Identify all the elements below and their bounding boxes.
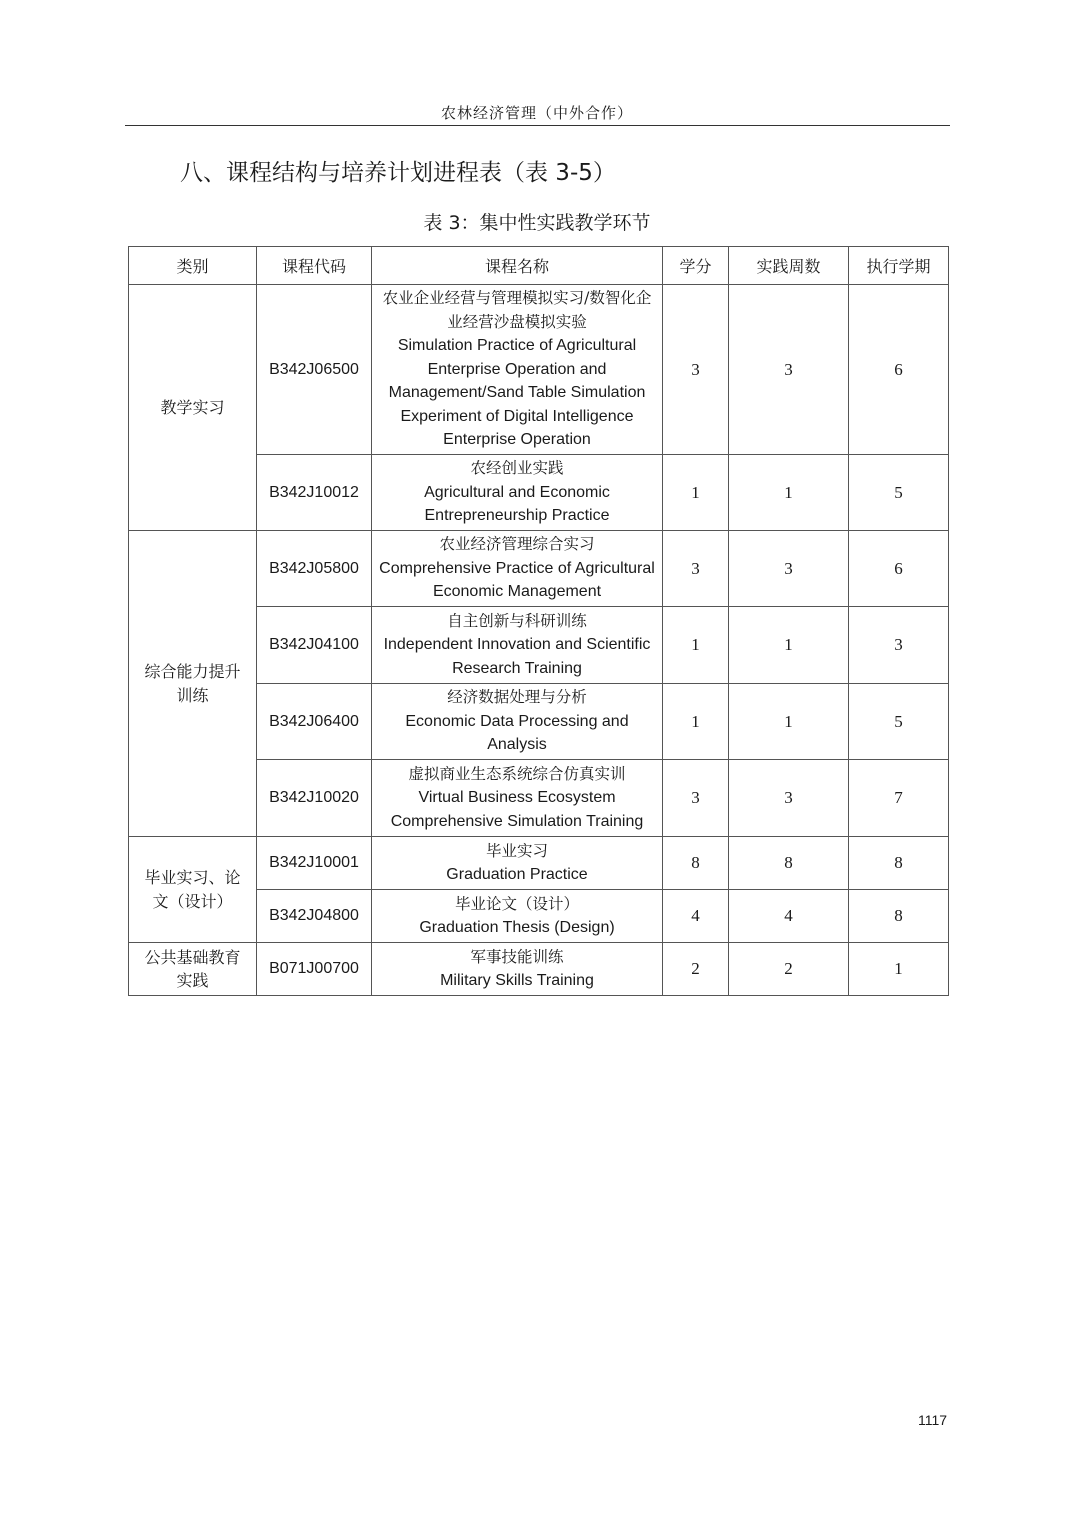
course-name-zh: 毕业实习 — [485, 841, 548, 860]
category-cell — [129, 531, 257, 837]
weeks-cell: 3 — [729, 760, 849, 837]
table-row — [129, 285, 949, 455]
course-name-zh: 军事技能训练 — [470, 947, 564, 966]
course-name-en: Virtual Business Ecosystem Comprehensive Simulation Training — [390, 789, 644, 830]
course-name-zh: 农业企业经营与管理模拟实习/数智化企业经营沙盘模拟实验 — [382, 289, 652, 331]
course-name-cell — [372, 760, 663, 837]
semester-cell: 1 — [849, 943, 949, 996]
semester-cell: 6 — [849, 531, 949, 607]
category-label: 公共基础教育实践 — [144, 947, 241, 990]
column-header-weeks: 实践周数 — [729, 247, 849, 285]
course-name-cell — [372, 837, 663, 890]
semester-cell: 7 — [849, 760, 949, 837]
course-code-cell: B342J04100 — [257, 607, 372, 684]
course-name-zh: 毕业论文（设计） — [454, 894, 579, 913]
credits-cell: 1 — [663, 455, 729, 531]
course-name-en: Simulation Practice of Agricultural Enterprise Operation and Management/Sand Table Simulation Experiment of Digital Intelligence Enterprise Operation — [388, 337, 646, 449]
weeks-cell: 3 — [729, 531, 849, 607]
category-label: 综合能力提升训练 — [144, 662, 241, 705]
weeks-cell: 8 — [729, 837, 849, 890]
weeks-cell: 1 — [729, 455, 849, 531]
table-row — [129, 943, 949, 996]
course-name-cell — [372, 684, 663, 760]
course-name-en: Graduation Thesis (Design) — [419, 919, 615, 936]
category-cell — [129, 943, 257, 996]
table-body — [129, 285, 949, 996]
course-code-cell: B342J10001 — [257, 837, 372, 890]
column-header-code: 课程代码 — [257, 247, 372, 285]
course-name-cell — [372, 455, 663, 531]
course-name-cell — [372, 531, 663, 607]
semester-cell: 5 — [849, 455, 949, 531]
course-name-en: Independent Innovation and Scientific Research Training — [383, 636, 651, 677]
course-name-cell — [372, 607, 663, 684]
credits-cell: 3 — [663, 285, 729, 455]
course-name-zh: 农业经济管理综合实习 — [439, 535, 595, 554]
header-rule — [125, 125, 950, 126]
credits-cell: 1 — [663, 607, 729, 684]
weeks-cell: 1 — [729, 684, 849, 760]
course-name-zh: 经济数据处理与分析 — [447, 688, 587, 707]
credits-cell: 4 — [663, 890, 729, 943]
course-code-cell: B342J05800 — [257, 531, 372, 607]
table-header-row — [129, 247, 949, 285]
credits-cell: 3 — [663, 531, 729, 607]
credits-cell: 1 — [663, 684, 729, 760]
category-cell — [129, 837, 257, 943]
table-caption: 表 3：集中性实践教学环节 — [423, 212, 651, 234]
course-name-en: Graduation Practice — [446, 866, 588, 883]
weeks-cell: 2 — [729, 943, 849, 996]
course-name-cell — [372, 285, 663, 455]
column-header-credits: 学分 — [663, 247, 729, 285]
column-header-semester: 执行学期 — [849, 247, 949, 285]
credits-cell: 3 — [663, 760, 729, 837]
course-name-en: Economic Data Processing and Analysis — [405, 712, 629, 754]
course-code-cell: B342J06400 — [257, 684, 372, 760]
column-header-name: 课程名称 — [372, 247, 663, 285]
category-label: 毕业实习、论文（设计） — [144, 868, 241, 911]
course-name-en: Agricultural and Economic Entrepreneurship Practice — [424, 483, 610, 525]
course-code-cell: B342J06500 — [257, 285, 372, 455]
course-name-zh: 农经创业实践 — [470, 459, 564, 478]
course-name-en: Military Skills Training — [440, 972, 594, 989]
course-name-en: Comprehensive Practice of Agricultural Economic Management — [379, 559, 655, 601]
course-code-cell: B342J04800 — [257, 890, 372, 943]
course-name-zh: 虚拟商业生态系统综合仿真实训 — [408, 764, 626, 783]
semester-cell: 3 — [849, 607, 949, 684]
column-header-category: 类别 — [129, 247, 257, 285]
course-table — [128, 246, 949, 996]
category-cell — [129, 285, 257, 531]
running-header: 农林经济管理（中外合作） — [440, 104, 633, 122]
course-name-cell — [372, 890, 663, 943]
table-row — [129, 837, 949, 890]
semester-cell: 8 — [849, 890, 949, 943]
semester-cell: 6 — [849, 285, 949, 455]
category-label: 教学实习 — [160, 397, 225, 417]
course-name-zh: 自主创新与科研训练 — [447, 611, 587, 630]
semester-cell: 8 — [849, 837, 949, 890]
page-number: 1117 — [918, 1412, 948, 1428]
weeks-cell: 1 — [729, 607, 849, 684]
section-heading: 八、课程结构与培养计划进程表（表 3-5） — [180, 160, 616, 186]
weeks-cell: 4 — [729, 890, 849, 943]
table-row — [129, 531, 949, 607]
semester-cell: 5 — [849, 684, 949, 760]
credits-cell: 2 — [663, 943, 729, 996]
course-code-cell: B342J10020 — [257, 760, 372, 837]
credits-cell: 8 — [663, 837, 729, 890]
course-code-cell: B071J00700 — [257, 943, 372, 996]
course-code-cell: B342J10012 — [257, 455, 372, 531]
course-name-cell — [372, 943, 663, 996]
weeks-cell: 3 — [729, 285, 849, 455]
